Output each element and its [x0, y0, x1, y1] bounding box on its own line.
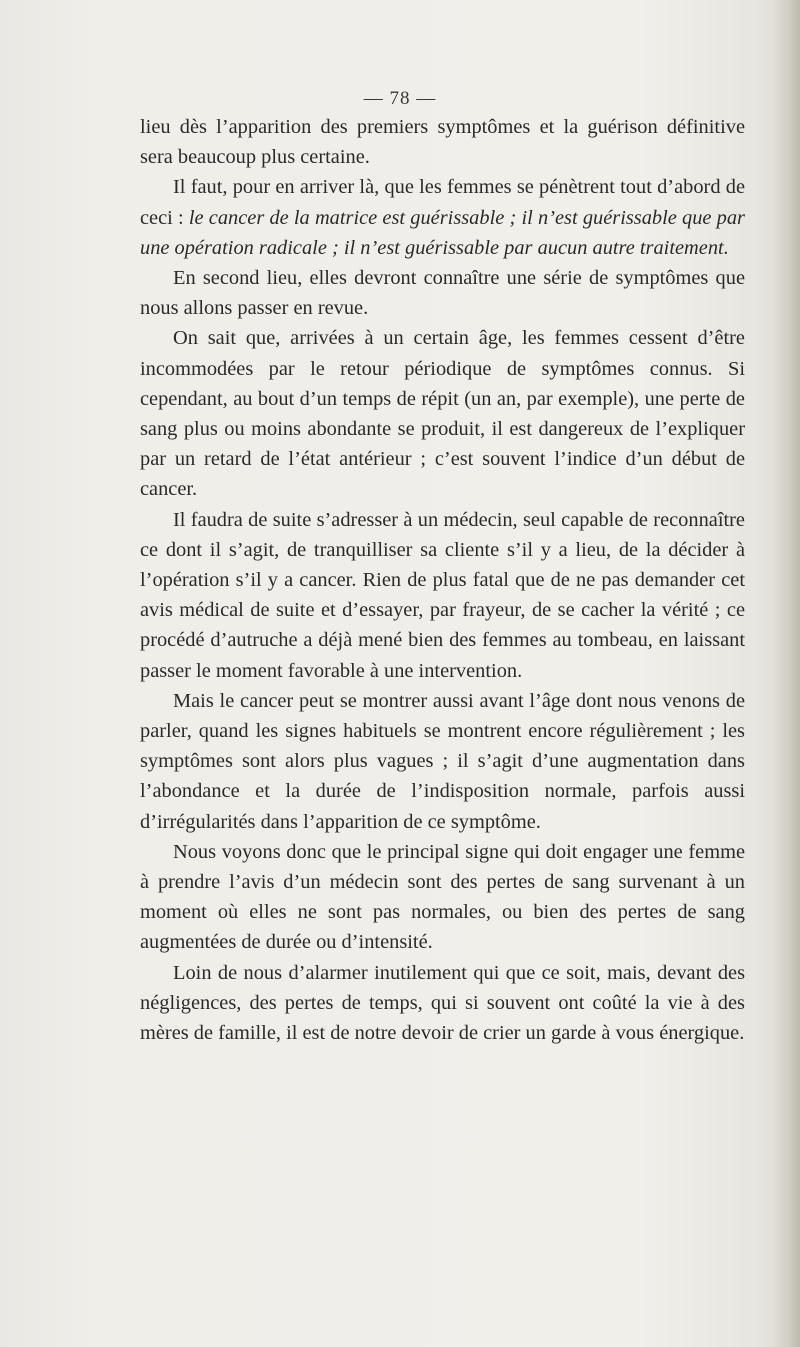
paragraph-8: Loin de nous d’alarmer inutilement qui que ce soit, mais, devant des négligences, des pertes de temps, qui si souvent ont coûté la vie à des mères de famille, il est de notre devoir de crier un garde à vous énergique. — [140, 961, 745, 1045]
paragraph-4: On sait que, arrivées à un certain âge, les femmes cessent d’être incommodées par le retour périodique de symptômes connus. Si cependant, au bout d’un temps de répit (un an, par exemple), une perte de sang plus ou moins abondante se produit, il est dangereux de l’expliquer par un retard de l’état antérieur ; c’est souvent l’indice d’un début de cancer. — [140, 327, 745, 501]
paragraph-5: Il faudra de suite s’adresser à un médecin, seul capable de reconnaître ce dont il s’agit, de tranquilliser sa cliente s’il y a lieu, de la décider à l’opération s’il y a cancer. Rien de plus fatal que de ne pas demander cet avis médical de suite et d’essayer, par frayeur, de se cacher la vérité ; ce procédé d’autruche a déjà mené bien des femmes au tombeau, en laissant passer le moment favorable à une intervention. — [140, 508, 745, 682]
paragraph-2 — [140, 172, 745, 263]
paragraph-6: Mais le cancer peut se montrer aussi avant l’âge dont nous venons de parler, quand les signes habituels se montrent encore régulièrement ; les symptômes sont alors plus vagues ; il s’agit d’une augmentation dans l’abondance et la durée de l’indisposition normale, parfois aussi d’irrégularités dans l’apparition de ce symptôme. — [140, 689, 745, 833]
paragraph-7: Nous voyons donc que le principal signe qui doit engager une femme à prendre l’avis d’un médecin sont des pertes de sang survenant à un moment où elles ne sont pas normales, ou bien des pertes de sang augmentées de durée ou d’intensité. — [140, 840, 745, 954]
body-text — [140, 112, 745, 1048]
paragraph-2-lead: Il faut, pour en arriver là, que les femmes se pénètrent tout d’abord de ceci : — [140, 176, 745, 229]
page-number: — 78 — — [363, 88, 437, 109]
paragraph-3: En second lieu, elles devront connaître une série de symptômes que nous allons passer en revue. — [140, 267, 745, 320]
paragraph-2-italic-statement: le cancer de la matrice est guérissable ; il n’est guérissable que par une opération radicale ; il n’est guérissable par aucun autre traitement. — [140, 206, 745, 259]
paragraph-continued: lieu dès l’apparition des premiers symptômes et la guérison définitive sera beaucoup plus certaine. — [140, 116, 745, 169]
page-edge-shadow — [772, 0, 800, 1347]
